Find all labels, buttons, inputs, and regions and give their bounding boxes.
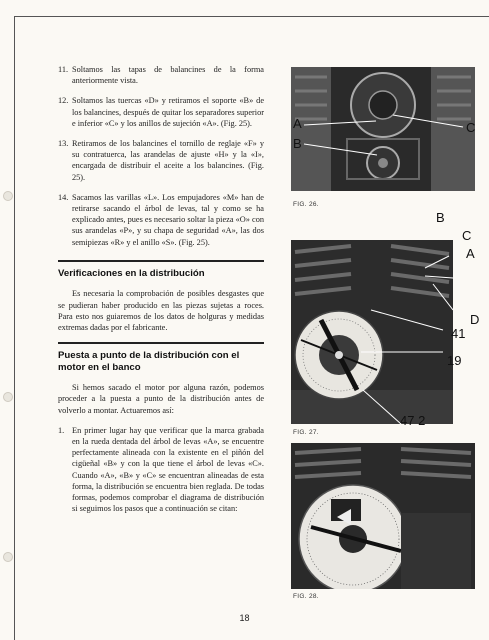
section-heading: Puesta a punto de la distribución con el motor en el banco (58, 350, 240, 373)
callout-label: B (293, 136, 302, 151)
list-item (58, 64, 264, 86)
callout-label: B (436, 210, 445, 225)
page-border-left (14, 16, 15, 640)
engine-photo-fig26 (291, 67, 475, 191)
item-text: Retiramos de los balancines el tornillo de reglaje «F» y su contratuerca, las arandelas de ajuste «H» y la «I», encargada de distribuir el aceite a los balancines. (Fig. 25). (72, 139, 264, 182)
item-text: Soltamos las tapas de balancines de la forma anteriormente vista. (72, 65, 264, 86)
figure-caption: FIG. 27. (293, 429, 319, 436)
item-number: 13. (58, 139, 69, 149)
item-number: 1. (58, 425, 65, 435)
paragraph: Si hemos sacado el motor por alguna razón, podemos proceder a la puesta a punto de la distribución antes de volverlo a montar. Actuaremos así: (58, 383, 264, 415)
punch-hole (3, 552, 13, 562)
callout-label: C (466, 120, 476, 135)
engine-photo-fig28 (291, 443, 475, 589)
paragraph: Es necesaria la comprobación de posibles desgastes que se pudieran haber producido en las piezas sujetas a roces. Para esto nos guiaremos de los datos de holguras y medidas extremas dadas por el fabricante. (58, 289, 264, 332)
callout-label: C (462, 228, 472, 243)
item-number: 14. (58, 192, 69, 202)
punch-hole (3, 392, 13, 402)
item-number: 11. (58, 65, 69, 74)
item-text: En primer lugar hay que verificar que la marca grabada en la rueda dentada del árbol de levas «A», se encuentre perfectamente alineada con la existente en el piñón del cigüeñal «B» y con la que tiene el árbol de levas «C». Cuando «A», «B» y «C» se encuentran alineadas de esta forma, la distribución se encuentra bien reglada. De todas formas, podemos comprobar el diagrama de distribución si seguimos los pasos que a continuación se citan: (72, 425, 264, 514)
section-rule (58, 260, 264, 262)
page-border-top (14, 16, 489, 17)
list-item (58, 138, 264, 183)
callout-label: A (293, 116, 302, 131)
callout-label: A (466, 246, 475, 261)
callout-label: 47 2 (400, 413, 426, 428)
section-rule (58, 342, 264, 344)
figure-caption: FIG. 26. (293, 201, 319, 208)
list-item (58, 95, 264, 129)
punch-hole (3, 191, 13, 201)
list-item (58, 192, 264, 248)
section-heading: Verificaciones en la distribución (58, 267, 205, 279)
item-text: Sacamos las varillas «L». Los empujadores «M» han de retirarse sacando el árbol de levas, tal y como se ha explicado antes, pues es necesario soltar la pieza «O» con sus arandelas «P», y su chapa de seguridad «A», las dos semipiezas «R» y el anillo «S». (Fig. 25). (72, 192, 264, 247)
item-text: Soltamos las tuercas «D» y retiramos el soporte «B» de los balancines, después de quitar los separadores superior e inferior «C» y los anillos de sujeción «A». (Fig. 25). (72, 96, 264, 128)
page-number: 18 (239, 613, 250, 623)
callout-label: 41 (451, 326, 466, 341)
engine-photo-fig27 (291, 240, 453, 424)
text-column (58, 64, 264, 523)
item-number: 12. (58, 96, 69, 106)
figure-caption: FIG. 28. (293, 593, 319, 600)
list-item (58, 425, 264, 515)
callout-label: D (470, 312, 480, 327)
callout-label: 19 (447, 353, 462, 368)
